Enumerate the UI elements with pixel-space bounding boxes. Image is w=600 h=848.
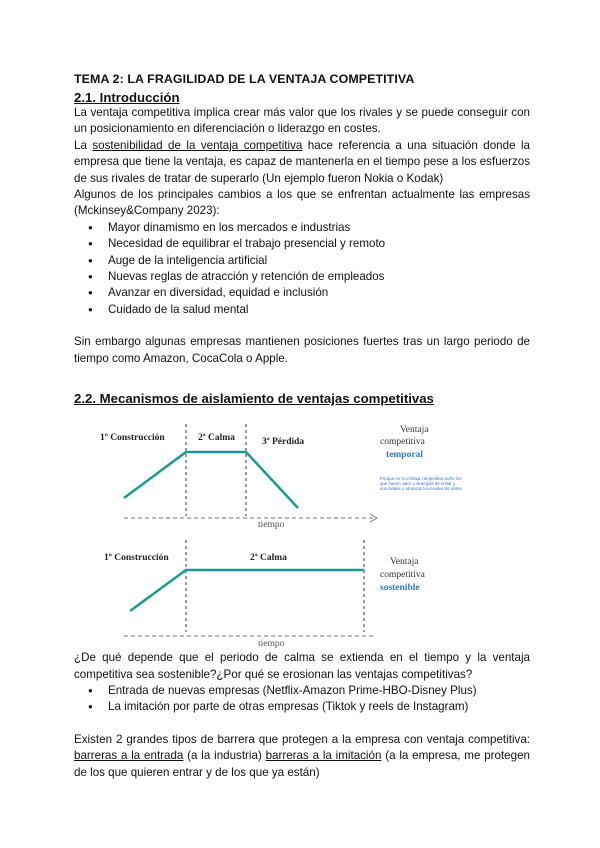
temporal-curve	[124, 452, 298, 508]
list-item: ● Auge de la inteligencia artificial	[108, 253, 530, 269]
paragraph-question: ¿De qué depende que el periodo de calma se extienda en el tiempo y la ventaja competitiva sea sostenible?¿Por qué se erosionan las ventajas competitivas?	[74, 651, 530, 681]
term-barreras-imitacion: barreras a la imitación	[265, 749, 382, 763]
list-item: ● La imitación por parte de otras empresas (Tiktok y reels de Instagram)	[108, 699, 530, 715]
label-competitiva: competitiva	[380, 570, 425, 581]
sostenible-curve	[130, 570, 364, 611]
advantage-diagram-svg	[74, 420, 530, 650]
section-heading-intro: 2.1. Introducción	[74, 90, 180, 105]
diagram-temporal	[100, 424, 462, 530]
paragraph-intro-3: Algunos de los principales cambios a los que se enfrentan actualmente las empresas (Mckinsey&Company 2023):	[74, 188, 530, 218]
list-item: ● Entrada de nuevas empresas (Netflix-Amazon Prime-HBO-Disney Plus)	[108, 683, 530, 699]
phase2-label: 2ª Calma	[250, 553, 287, 564]
list-item: ● Necesidad de equilibrar el trabajo presencial y remoto	[108, 236, 530, 252]
diagram-sostenible	[104, 540, 426, 649]
phase2-label: 2ª Calma	[198, 433, 235, 444]
list-item: ● Nuevas reglas de atracción y retención de empleados	[108, 269, 530, 285]
note-box	[380, 476, 462, 520]
label-sostenible: sostenible	[380, 583, 420, 594]
barriers-a: Existen 2 grandes tipos de barrera que protegen a la empresa con ventaja competitiva:	[74, 732, 530, 746]
axis-label: tiempo	[258, 520, 285, 531]
axis-label: tiempo	[258, 639, 285, 650]
barriers-b: (a la industria)	[183, 749, 266, 763]
paragraph-barriers	[74, 732, 530, 781]
changes-list	[74, 220, 530, 318]
list-item: ● Mayor dinamismo en los mercados e industrias	[108, 220, 530, 236]
term-sostenibilidad: sostenibilidad de la ventaja competitiva	[92, 138, 303, 152]
phase3-label: 3ª Pérdida	[262, 437, 305, 448]
section-heading-mechanisms: 2.2. Mecanismos de aislamiento de ventajas competitivas	[74, 391, 434, 407]
label-ventaja: Ventaja	[390, 557, 419, 568]
phase1-label: 1º Construcción	[104, 553, 169, 564]
paragraph-intro-4: Sin embargo algunas empresas mantienen posiciones fuertes tras un largo periodo de tiempo como Amazon, CocaCola o Apple.	[74, 335, 530, 365]
p2-suffix: hace referencia a una situación donde la empresa que tiene la ventaja, es capaz de mantenerla en el tiempo pese a los esfuerzos de sus rivales de tratar de superarlo (Un ejemplo fueron Nokia o Kodak)	[74, 138, 530, 185]
document-title: TEMA 2: LA FRAGILIDAD DE LA VENTAJA COMPETITIVA	[74, 72, 415, 86]
list-item: ● Cuidado de la salud mental	[108, 302, 530, 318]
p2-prefix: La	[74, 138, 93, 152]
term-barreras-entrada: barreras a la entrada	[74, 749, 184, 763]
label-temporal: temporal	[386, 450, 423, 461]
note-text: Porque no lo ventaja competitiva sufre los que hacen valer o sinergias de imitar y sus rivales y alcanzar los niveles de antes	[380, 476, 462, 492]
label-competitiva: competitiva	[380, 437, 425, 448]
label-ventaja: Ventaja	[400, 425, 429, 436]
document-page	[74, 72, 530, 781]
advantage-diagram	[74, 420, 530, 650]
barriers-c: (a la empresa, me protegen de los que quieren entrar y de los que ya están)	[74, 749, 530, 779]
phase1-label: 1º Construcción	[100, 433, 165, 444]
list-item: ● Avanzar en diversidad, equidad e inclusión	[108, 285, 530, 301]
erosion-list	[74, 683, 530, 716]
paragraph-intro-1: La ventaja competitiva implica crear más valor que los rivales y se puede conseguir con un posicionamiento en diferenciación o liderazgo en costes.	[74, 106, 530, 136]
paragraph-intro-2	[74, 138, 530, 187]
